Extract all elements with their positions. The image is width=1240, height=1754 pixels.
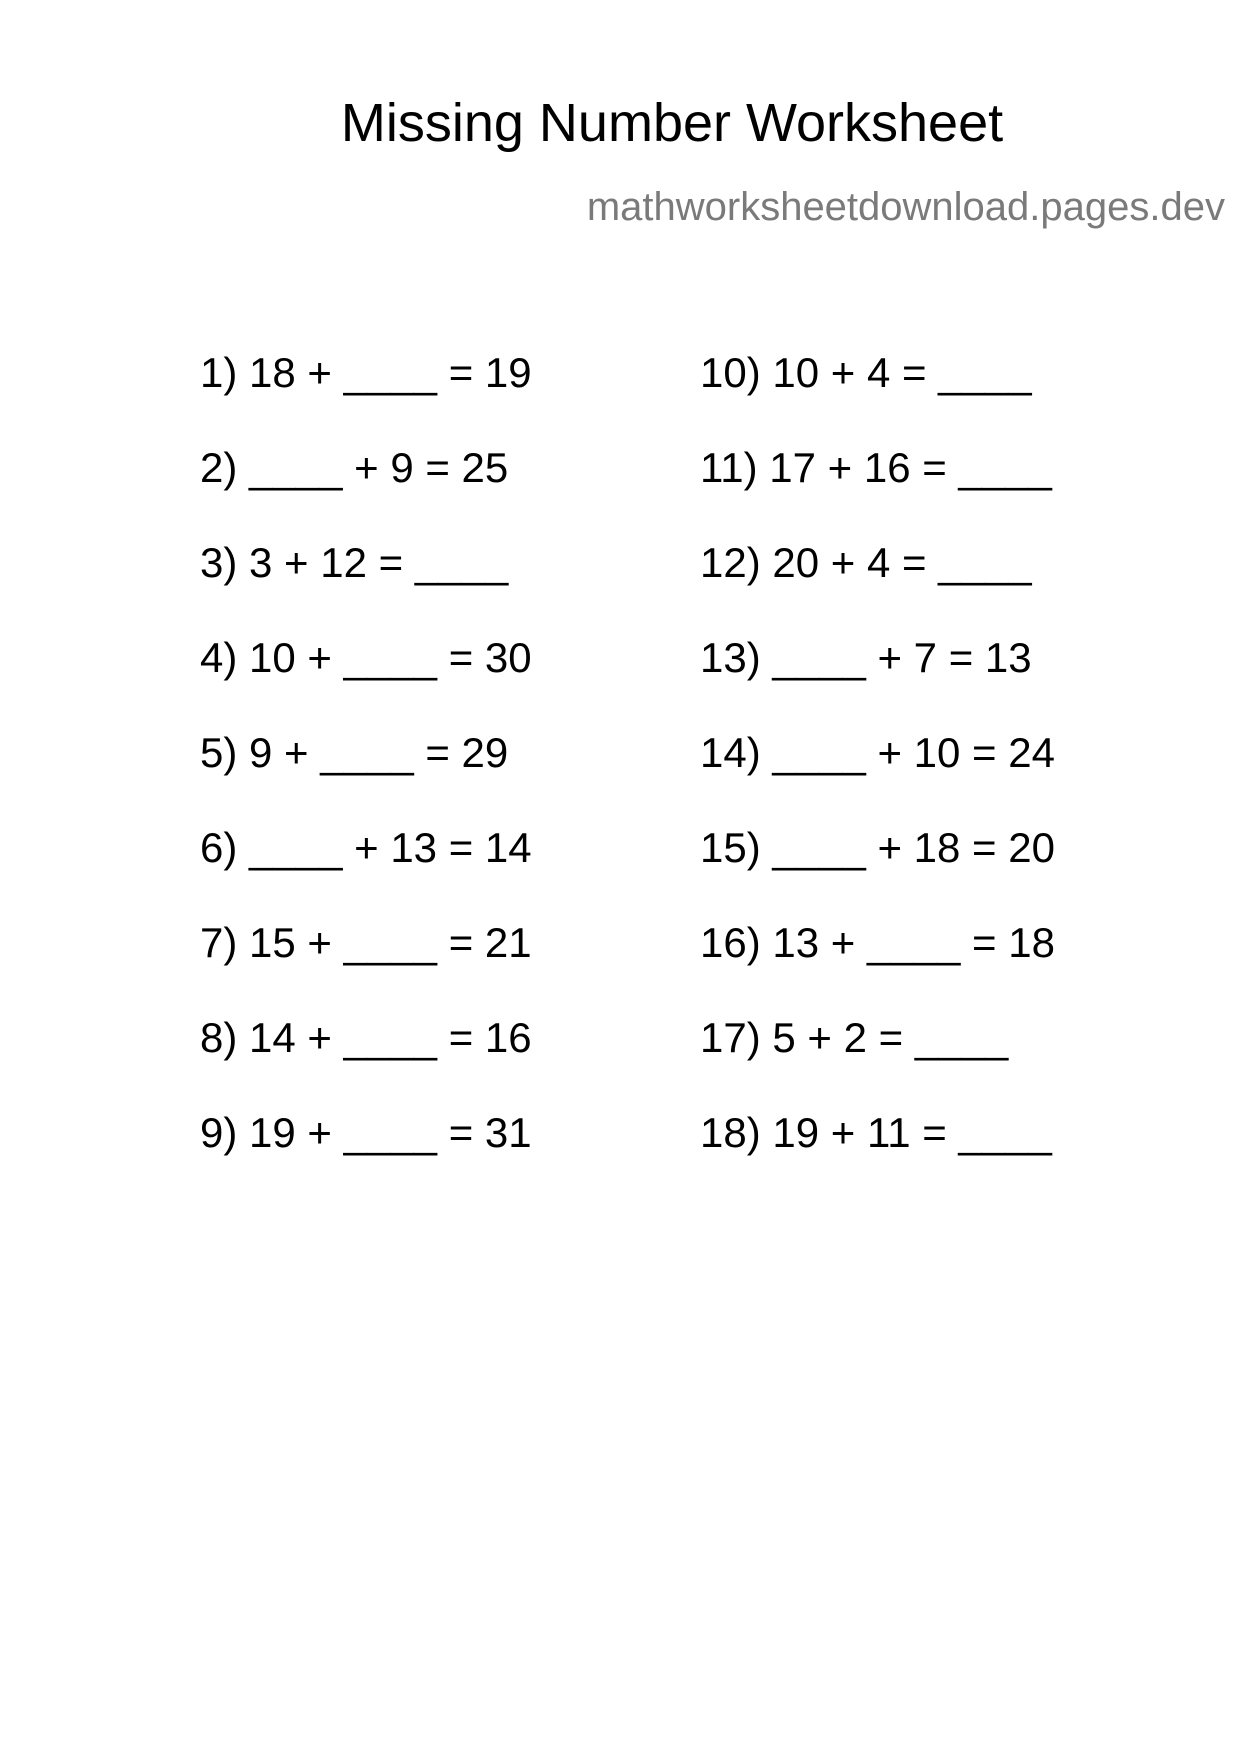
source-url: mathworksheetdownload.pages.dev bbox=[586, 185, 1225, 229]
problem-6: 6) ____ + 13 = 14 bbox=[200, 824, 532, 871]
problem-15: 15) ____ + 18 = 20 bbox=[700, 824, 1055, 871]
problem-2: 2) ____ + 9 = 25 bbox=[200, 444, 509, 491]
problem-12: 12) 20 + 4 = ____ bbox=[700, 539, 1032, 586]
problem-11: 11) 17 + 16 = ____ bbox=[700, 444, 1052, 491]
problem-10: 10) 10 + 4 = ____ bbox=[700, 349, 1032, 396]
problem-3: 3) 3 + 12 = ____ bbox=[200, 539, 509, 586]
problem-7: 7) 15 + ____ = 21 bbox=[200, 919, 532, 966]
problem-1: 1) 18 + ____ = 19 bbox=[200, 349, 532, 396]
problem-4: 4) 10 + ____ = 30 bbox=[200, 634, 532, 681]
page-title: Missing Number Worksheet bbox=[340, 93, 1004, 153]
problem-9: 9) 19 + ____ = 31 bbox=[200, 1109, 532, 1156]
problem-8: 8) 14 + ____ = 16 bbox=[200, 1014, 532, 1061]
problem-17: 17) 5 + 2 = ____ bbox=[700, 1014, 1009, 1061]
problem-column-left bbox=[200, 349, 532, 1207]
problem-16: 16) 13 + ____ = 18 bbox=[700, 919, 1055, 966]
problem-13: 13) ____ + 7 = 13 bbox=[700, 634, 1032, 681]
problem-5: 5) 9 + ____ = 29 bbox=[200, 729, 509, 776]
problem-column-right bbox=[700, 349, 1055, 1207]
problem-18: 18) 19 + 11 = ____ bbox=[700, 1109, 1052, 1156]
problem-14: 14) ____ + 10 = 24 bbox=[700, 729, 1055, 776]
